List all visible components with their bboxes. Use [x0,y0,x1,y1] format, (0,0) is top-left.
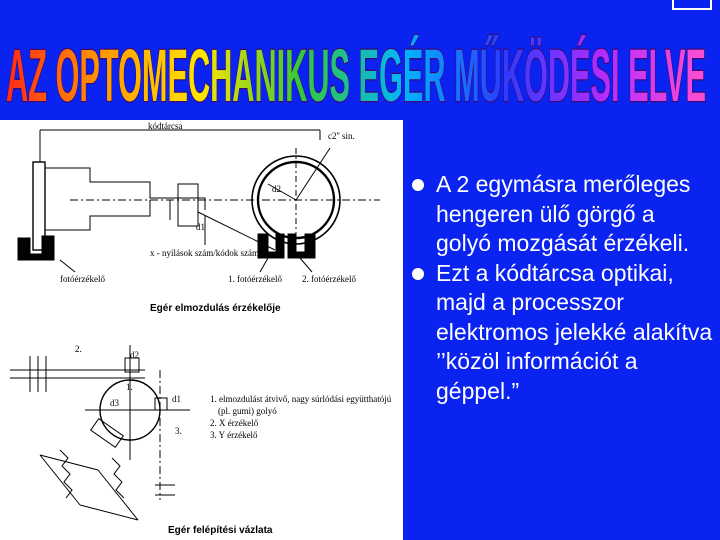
label-lower-3: 3. [175,426,182,436]
corner-mark [672,0,712,10]
label-foto1: 1. fotóérzékelő [228,274,282,284]
bullet-dot-icon [412,179,424,191]
label-lower-1: 1. [126,382,133,392]
title-banner [0,0,720,112]
label-lower-d3: d3 [110,398,119,408]
label-upper-d2: d2 [272,184,281,194]
bullet-list [410,170,716,406]
bullet-item [410,170,716,259]
legend-line-3: 2. X érzékelő [210,418,259,428]
label-c2: c2'' sin. [328,131,355,141]
label-kodtarcsa: kódtárcsa [148,121,183,131]
mouse-diagram [0,120,403,540]
legend-line-1: 1. elmozdulást átvivő, nagy súrlódási együtthatójú [210,394,392,404]
figure-panel [0,120,403,540]
bullet-item [410,259,716,407]
caption-upper: Egér elmozdulás érzékelője [150,303,281,314]
label-lower-d1: d1 [172,394,181,404]
label-lower-2: 2. [75,344,82,354]
label-x-axis: x - nyilások szám/kódok száma [150,248,263,258]
caption-lower: Egér felépítési vázlata [168,525,273,536]
bullet-text: A 2 egymásra merőleges hengeren ülő görgő a golyó mozgását érzékeli. [436,171,691,256]
label-upper-d1: d1 [196,222,205,232]
bullet-text: Ezt a kódtárcsa optikai, majd a processzor elektromos jelekké alakítva ’’közöl információt a géppel.” [436,259,713,404]
legend-line-4: 3. Y érzékelő [210,430,258,440]
legend-line-2: (pl. gumi) golyó [218,406,277,416]
label-fototerzekelo: fotóérzékelő [60,274,105,284]
bullet-dot-icon [412,268,424,280]
label-foto2: 2. fotóérzékelő [302,274,356,284]
label-lower-d2: d2 [130,350,139,360]
slide-title: AZ OPTOMECHANIKUS EGÉR MŰKÖDÉSI ELVE [6,34,706,112]
